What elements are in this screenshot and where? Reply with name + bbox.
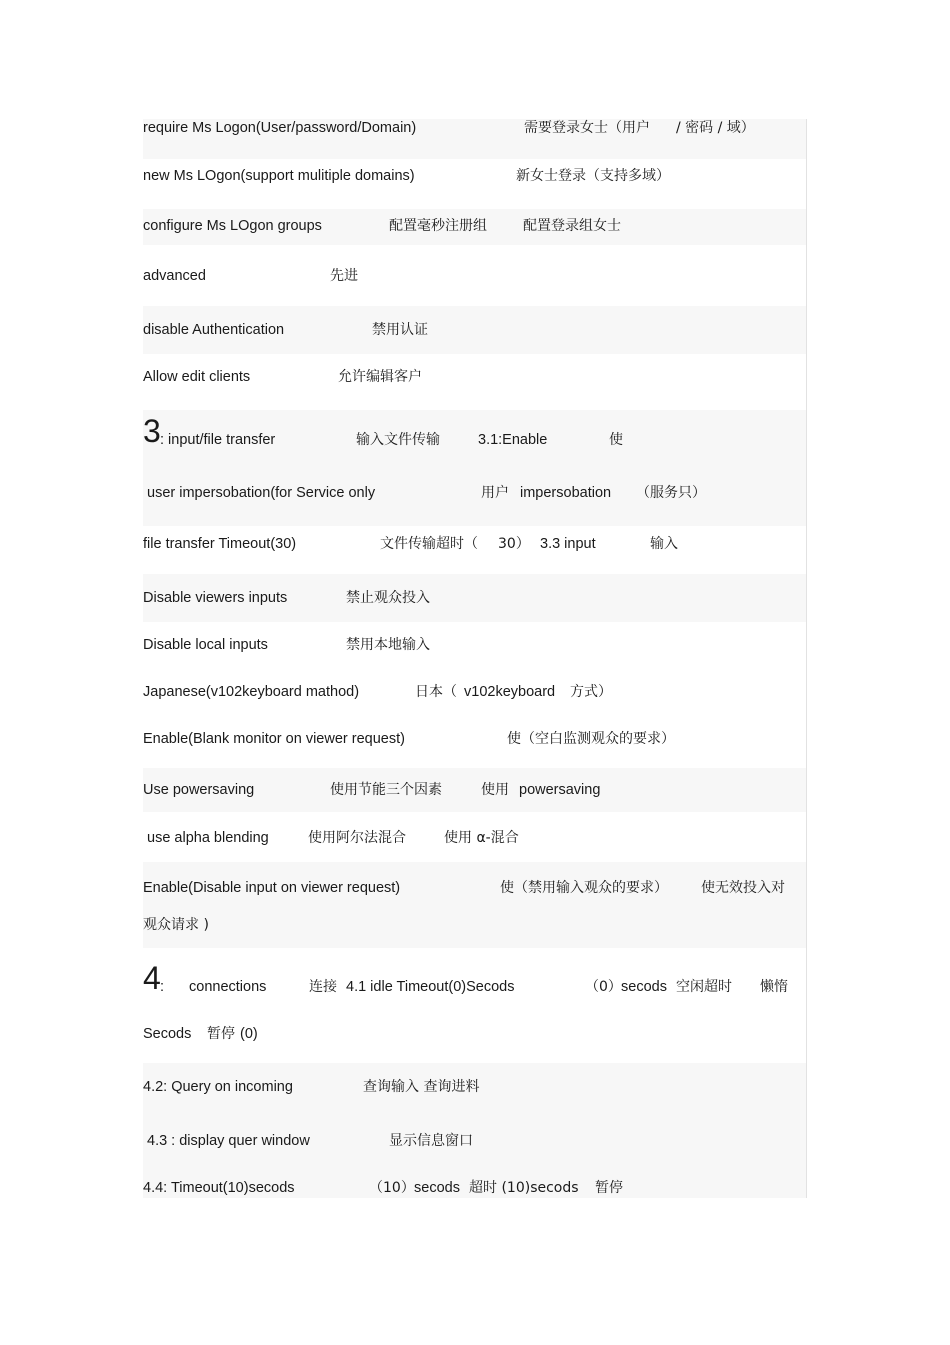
term-text: Japanese(v102keyboard mathod) <box>143 684 360 700</box>
term-text: connections <box>189 979 267 995</box>
translation-text: 允许编辑客户 <box>338 369 422 385</box>
translation-text: 连接 <box>309 979 337 995</box>
term-text: impersobation <box>520 485 612 501</box>
term-text: powersaving <box>519 782 601 798</box>
translation-text: 日本（ <box>415 684 457 700</box>
translation-text: 禁止观众投入 <box>346 590 430 606</box>
term-text: require Ms Logon(User/password/Domain) <box>143 120 417 136</box>
translation-text: 30） <box>498 536 530 552</box>
term-text: Enable(Disable input on viewer request) <box>143 880 401 896</box>
term-text: secods <box>621 979 667 995</box>
translation-text: 空闲超时 <box>676 979 732 995</box>
table-band <box>143 862 806 948</box>
term-text: secods <box>414 1180 460 1196</box>
term-text: Secods <box>143 1026 192 1042</box>
term-text: 4.2: Query on incoming <box>143 1079 293 1095</box>
term-text: Disable local inputs <box>143 637 268 653</box>
term-text: Disable viewers inputs <box>143 590 288 606</box>
translation-text: 使用节能三个因素 <box>330 782 442 798</box>
translation-text: 输入 <box>650 536 678 552</box>
term-text: disable Authentication <box>143 322 285 338</box>
table-band <box>143 410 806 526</box>
translation-text: 禁用认证 <box>372 322 428 338</box>
translation-text: 文件传输超时（ <box>380 536 478 552</box>
translation-text: 使（禁用输入观众的要求） <box>500 880 668 896</box>
translation-text: 输入文件传输 <box>356 432 440 448</box>
translation-text: 懒惰 <box>760 979 788 995</box>
translation-text: 方式） <box>570 684 612 700</box>
term-text: user impersobation(for Service only <box>147 485 376 501</box>
translation-text: 使用 <box>481 782 509 798</box>
translation-text: 用户 <box>481 485 509 501</box>
term-text: 4.3 : display quer window <box>147 1133 310 1149</box>
translation-text: 查询输入 查询进料 <box>363 1079 480 1095</box>
translation-text: 使用阿尔法混合 <box>308 830 406 846</box>
section-number: 3 <box>143 413 161 449</box>
term-text: (0) <box>240 1026 258 1042</box>
term-text: file transfer Timeout(30) <box>143 536 297 552</box>
translation-text: 新女士登录（支持多域） <box>516 168 670 184</box>
term-text: 4.1 idle Timeout(0)Secods <box>346 979 515 995</box>
translation-text: 需要登录女士（用户 <box>524 120 650 136</box>
term-text: Allow edit clients <box>143 369 251 385</box>
translation-text: （服务只） <box>636 485 706 501</box>
term-text: 4.4: Timeout(10)secods <box>143 1180 295 1196</box>
translation-text: 显示信息窗口 <box>389 1133 473 1149</box>
term-text: configure Ms LOgon groups <box>143 218 322 234</box>
term-text: 3.3 input <box>540 536 596 552</box>
translation-text: （10） <box>369 1180 415 1196</box>
section-number: 4 <box>143 960 161 996</box>
term-text: advanced <box>143 268 206 284</box>
translation-text: 观众请求 ) <box>143 917 209 933</box>
translation-text: 超时 (10)secods <box>469 1180 579 1196</box>
term-text: use alpha blending <box>147 830 269 846</box>
term-text: v102keyboard <box>464 684 556 700</box>
translation-text: 使 <box>609 432 623 448</box>
translation-text: 禁用本地输入 <box>346 637 430 653</box>
translation-text: 暂停 <box>207 1026 235 1042</box>
translation-text: 使（空白监测观众的要求） <box>507 731 675 747</box>
translation-text: 使用 α-混合 <box>444 830 519 846</box>
translation-text: （0） <box>585 979 622 995</box>
translation-text: 配置登录组女士 <box>523 218 621 234</box>
translation-text: / 密码 / 域） <box>676 120 755 136</box>
table-right-border <box>806 119 807 1198</box>
term-text: Use powersaving <box>143 782 255 798</box>
term-text: : <box>160 979 165 995</box>
term-text: 3.1:Enable <box>478 432 548 448</box>
term-text: : input/file transfer <box>160 432 276 448</box>
translation-text: 配置毫秒注册组 <box>389 218 487 234</box>
translation-text: 暂停 <box>595 1180 623 1196</box>
term-text: new Ms LOgon(support mulitiple domains) <box>143 168 415 184</box>
translation-text: 使无效投入对 <box>701 880 785 896</box>
translation-text: 先进 <box>330 268 358 284</box>
term-text: Enable(Blank monitor on viewer request) <box>143 731 405 747</box>
